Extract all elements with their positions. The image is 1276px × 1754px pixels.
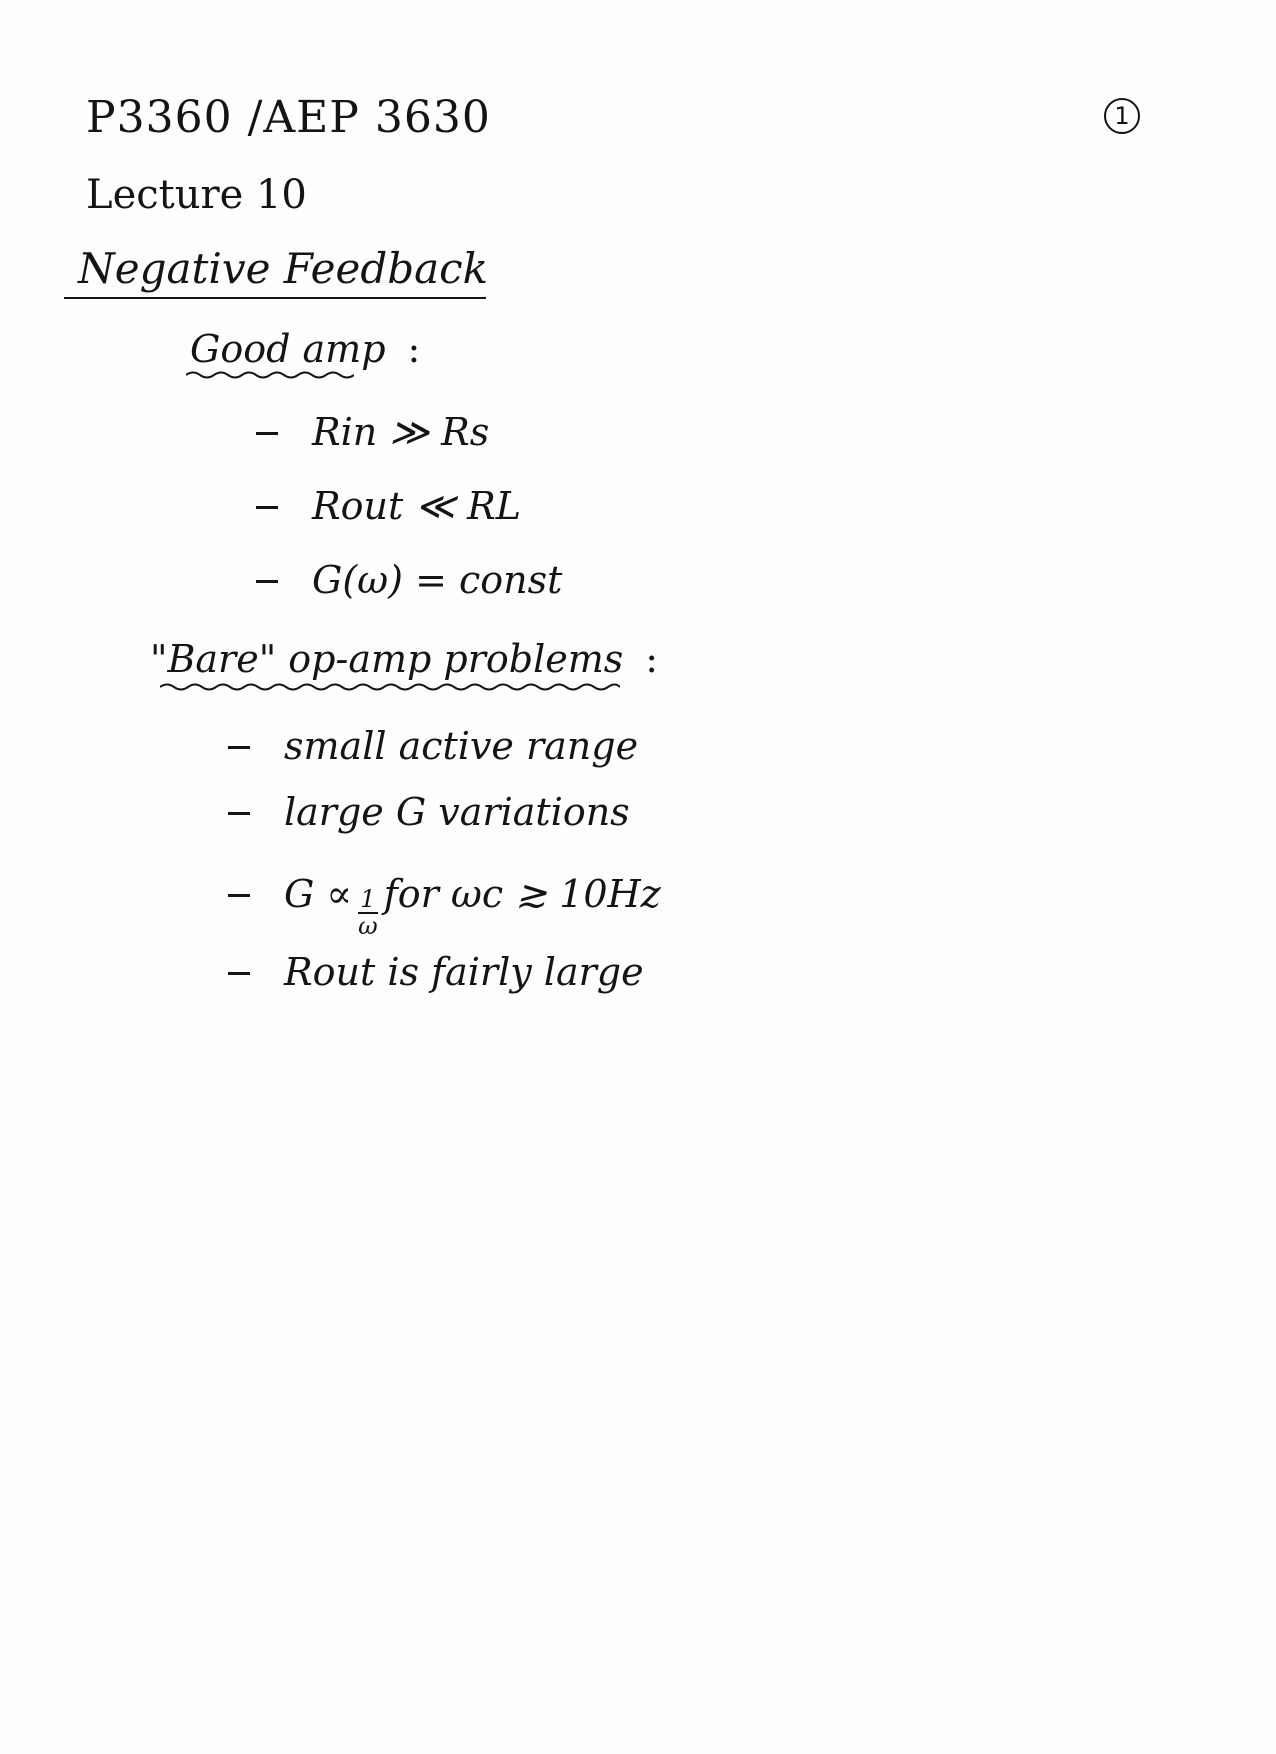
dash-marker (256, 432, 278, 435)
good-amp-heading-colon: : (407, 327, 421, 371)
list-item-text: Rout is fairly large (284, 950, 644, 994)
course-code: P3360 /AEP 3630 (86, 92, 491, 143)
list-item (256, 484, 521, 528)
list-item (256, 410, 489, 454)
dash-marker (228, 812, 250, 815)
bare-opamp-heading (150, 637, 659, 681)
list-item (228, 950, 644, 994)
dash-marker (228, 746, 250, 749)
one-over-omega-fraction (358, 887, 378, 939)
lecture-number: Lecture 10 (86, 172, 307, 218)
list-item (228, 724, 638, 768)
bare-opamp-heading-colon: : (645, 637, 659, 681)
fraction-denominator: ω (358, 912, 378, 941)
list-item-text: large G variations (284, 790, 630, 834)
list-item-text: Rin ≫ Rs (312, 410, 490, 454)
page-title: Negative Feedback (78, 244, 489, 293)
dash-marker (256, 506, 278, 509)
good-amp-wavy-underline (186, 370, 354, 380)
bare-opamp-heading-text: "Bare" op-amp problems (150, 637, 624, 681)
fraction-numerator: 1 (360, 885, 376, 913)
list-item (256, 558, 562, 602)
dash-marker (228, 972, 250, 975)
good-amp-heading (190, 327, 421, 371)
list-item-text: Rout ≪ RL (312, 484, 522, 528)
dash-marker (256, 580, 278, 583)
good-amp-heading-text: Good amp (190, 327, 386, 371)
bare-opamp-wavy-underline (160, 682, 620, 692)
list-item (228, 790, 630, 834)
list-item (228, 872, 661, 939)
dash-marker (228, 894, 250, 897)
title-underline (64, 297, 486, 299)
gain-proportionality-prefix: G ∝ (284, 872, 353, 916)
page-number-badge: 1 (1104, 98, 1140, 134)
list-item-text: small active range (284, 724, 639, 768)
list-item-text: G(ω) = const (312, 558, 563, 602)
gain-proportionality-suffix: for ωc ≳ 10Hz (383, 872, 661, 916)
